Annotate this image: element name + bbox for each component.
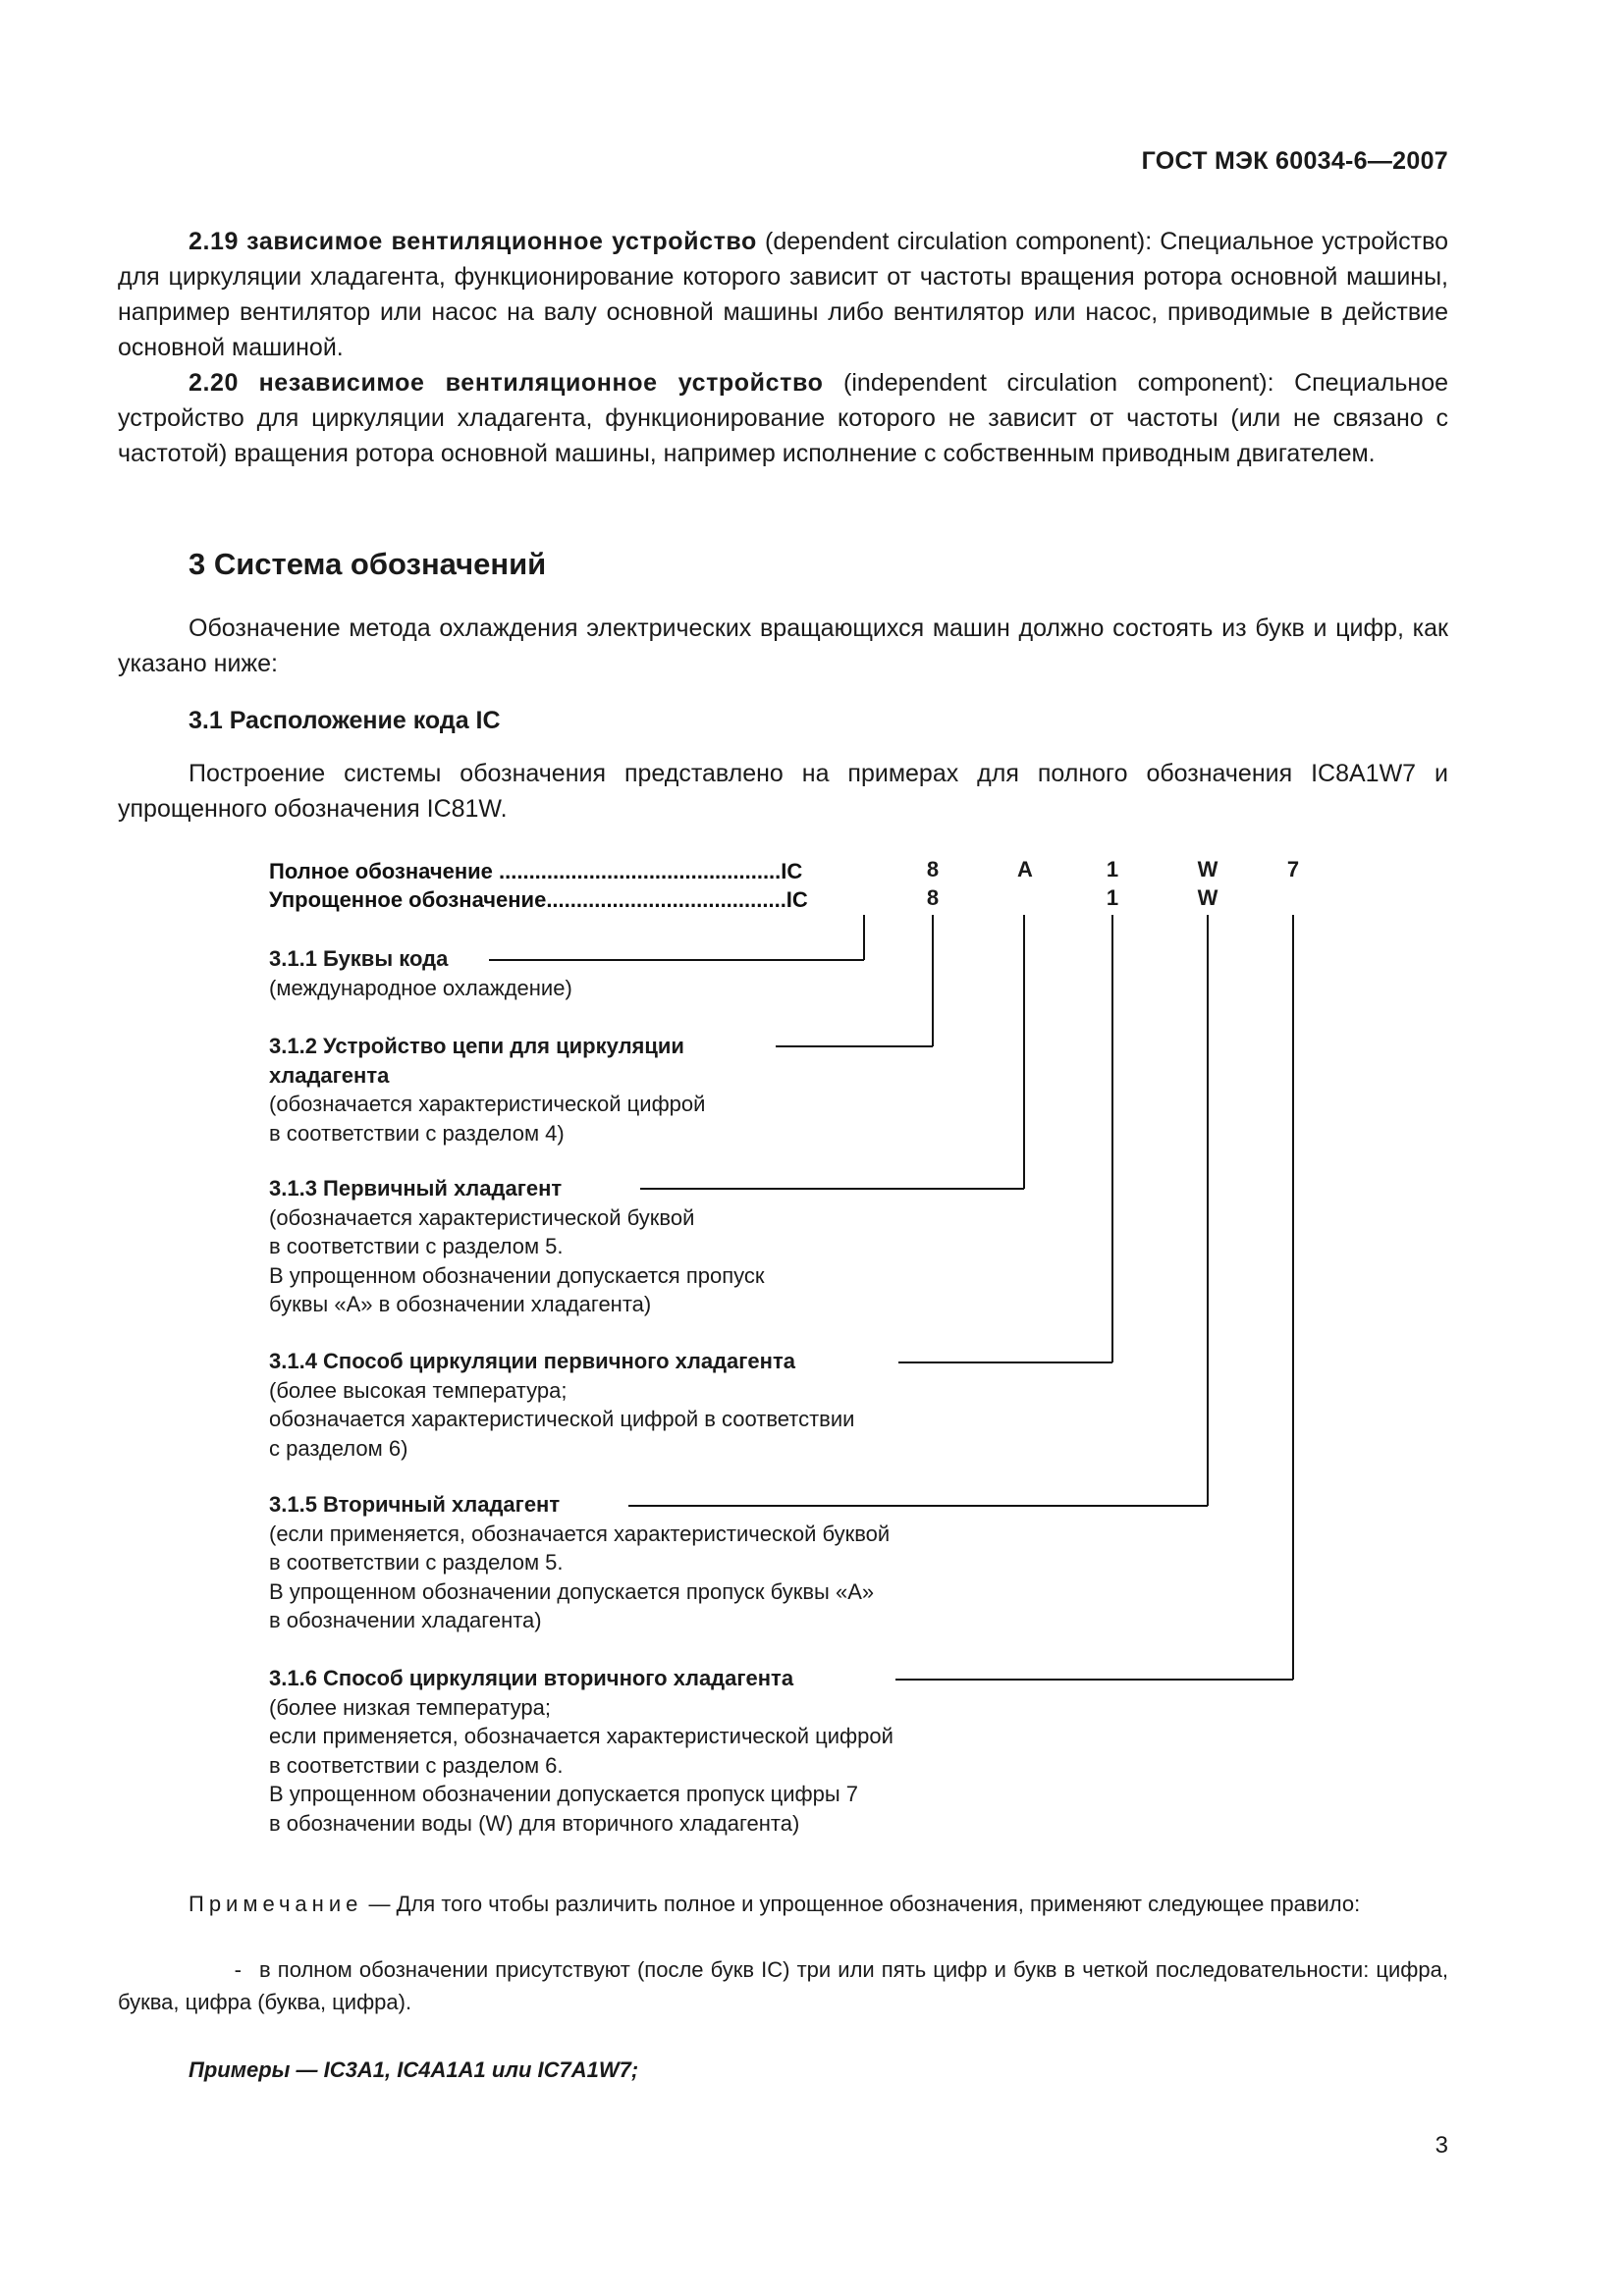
term-definition: (dependent circulation component): Специальное устройство для циркуляции хладагента, функционирование которого зависит от частоты вращения ротора основной машины, например вентилятор или насос на валу основной машины либо вентилятор или насос, приводимые в действие основной машиной. (118, 228, 1449, 361)
item-line: в соответствии с разделом 5. (269, 1234, 564, 1258)
page-number: 3 (1435, 2132, 1448, 2159)
item-line: (обозначается характеристической цифрой (269, 1092, 706, 1116)
item-line: буквы «А» в обозначении хладагента) (269, 1292, 652, 1316)
term-number: 2.19 (189, 228, 240, 255)
item-title: 3.1.4 Способ циркуляции первичного хладагента (269, 1349, 795, 1373)
item-line: (обозначается характеристической буквой (269, 1204, 695, 1230)
full-code-5: 7 (1286, 857, 1300, 881)
bullet-text: в полном обозначении присутствуют (после букв IC) три или пять цифр и букв в четкой последовательности: цифра, буква, цифра (буква, цифра). (118, 1957, 1448, 2014)
term-definition: (independent circulation component): Специальное устройство для циркуляции хладагента, функционирование которого не зависит от частоты (или не связано с частотой) вращения ротора основной машины, например исполнение с собственным приводным двигателем. (118, 369, 1449, 467)
item-title: 3.1.3 Первичный хладагент (269, 1176, 563, 1201)
simple-code-1: 8 (926, 885, 940, 910)
note-bullet (118, 1953, 1448, 2018)
item-line: в обозначении хладагента) (269, 1608, 542, 1632)
item-line: в обозначении воды (W) для вторичного хладагента) (269, 1810, 800, 1836)
term-title: зависимое вентиляционное устройство (246, 228, 757, 255)
item-line: (если применяется, обозначается характеристической буквой (269, 1521, 891, 1546)
item-line: с разделом 6) (269, 1435, 408, 1461)
full-code-4: W (1197, 857, 1218, 881)
document-id: ГОСТ МЭК 60034-6—2007 (1141, 147, 1448, 175)
item-line: в соответствии с разделом 4) (269, 1120, 565, 1146)
bullet-marker: - (234, 1957, 242, 1982)
item-line: в соответствии с разделом 5. (269, 1550, 564, 1575)
simple-code-2: 1 (1106, 885, 1119, 910)
subsection-text: Построение системы обозначения представлено на примерах для полного обозначения IC8A1W7 и упрощенного обозначения IC81W. (118, 760, 1448, 823)
note-paragraph (118, 1888, 1448, 1920)
item-line: обозначается характеристической цифрой в соответствии (269, 1407, 855, 1431)
full-code-2: A (1017, 857, 1033, 881)
item-line: в соответствии с разделом 6. (269, 1752, 564, 1778)
full-designation-label: Полное обозначение ...............................................IC (269, 859, 803, 883)
item-line: В упрощенном обозначении допускается пропуск цифры 7 (269, 1782, 858, 1806)
note-label: Примечание (189, 1892, 363, 1916)
item-title: 3.1.6 Способ циркуляции вторичного хладагента (269, 1666, 794, 1690)
item-line: В упрощенном обозначении допускается пропуск буквы «А» (269, 1578, 875, 1604)
item-line: если применяется, обозначается характеристической цифрой (269, 1724, 893, 1748)
note-text: — Для того чтобы различить полное и упрощенное обозначения, применяют следующее правило: (362, 1892, 1361, 1916)
simple-code-3: W (1197, 885, 1218, 910)
item-line: (более высокая температура; (269, 1377, 568, 1403)
full-code-1: 8 (926, 857, 940, 881)
term-title: независимое вентиляционное устройство (258, 369, 824, 397)
term-number: 2.20 (189, 369, 240, 397)
item-line: В упрощенном обозначении допускается пропуск (269, 1262, 765, 1288)
section-title: 3 Система обозначений (189, 547, 547, 581)
simplified-designation-label: Упрощенное обозначение........................................IC (269, 887, 808, 912)
item-title: 3.1.5 Вторичный хладагент (269, 1492, 561, 1517)
section-intro: Обозначение метода охлаждения электрических вращающихся машин должно состоять из букв и цифр, как указано ниже: (118, 614, 1448, 677)
item-line: (более низкая температура; (269, 1694, 551, 1720)
subsection-title: 3.1 Расположение кода IC (189, 707, 501, 734)
item-title: 3.1.1 Буквы кода (269, 946, 449, 971)
examples: Примеры — IC3A1, IC4A1A1 или IC7A1W7; (189, 2057, 639, 2082)
item-line: (международное охлаждение) (269, 975, 572, 1000)
item-title: 3.1.2 Устройство цепи для циркуляции хладагента (269, 1034, 684, 1088)
full-code-3: 1 (1106, 857, 1119, 881)
